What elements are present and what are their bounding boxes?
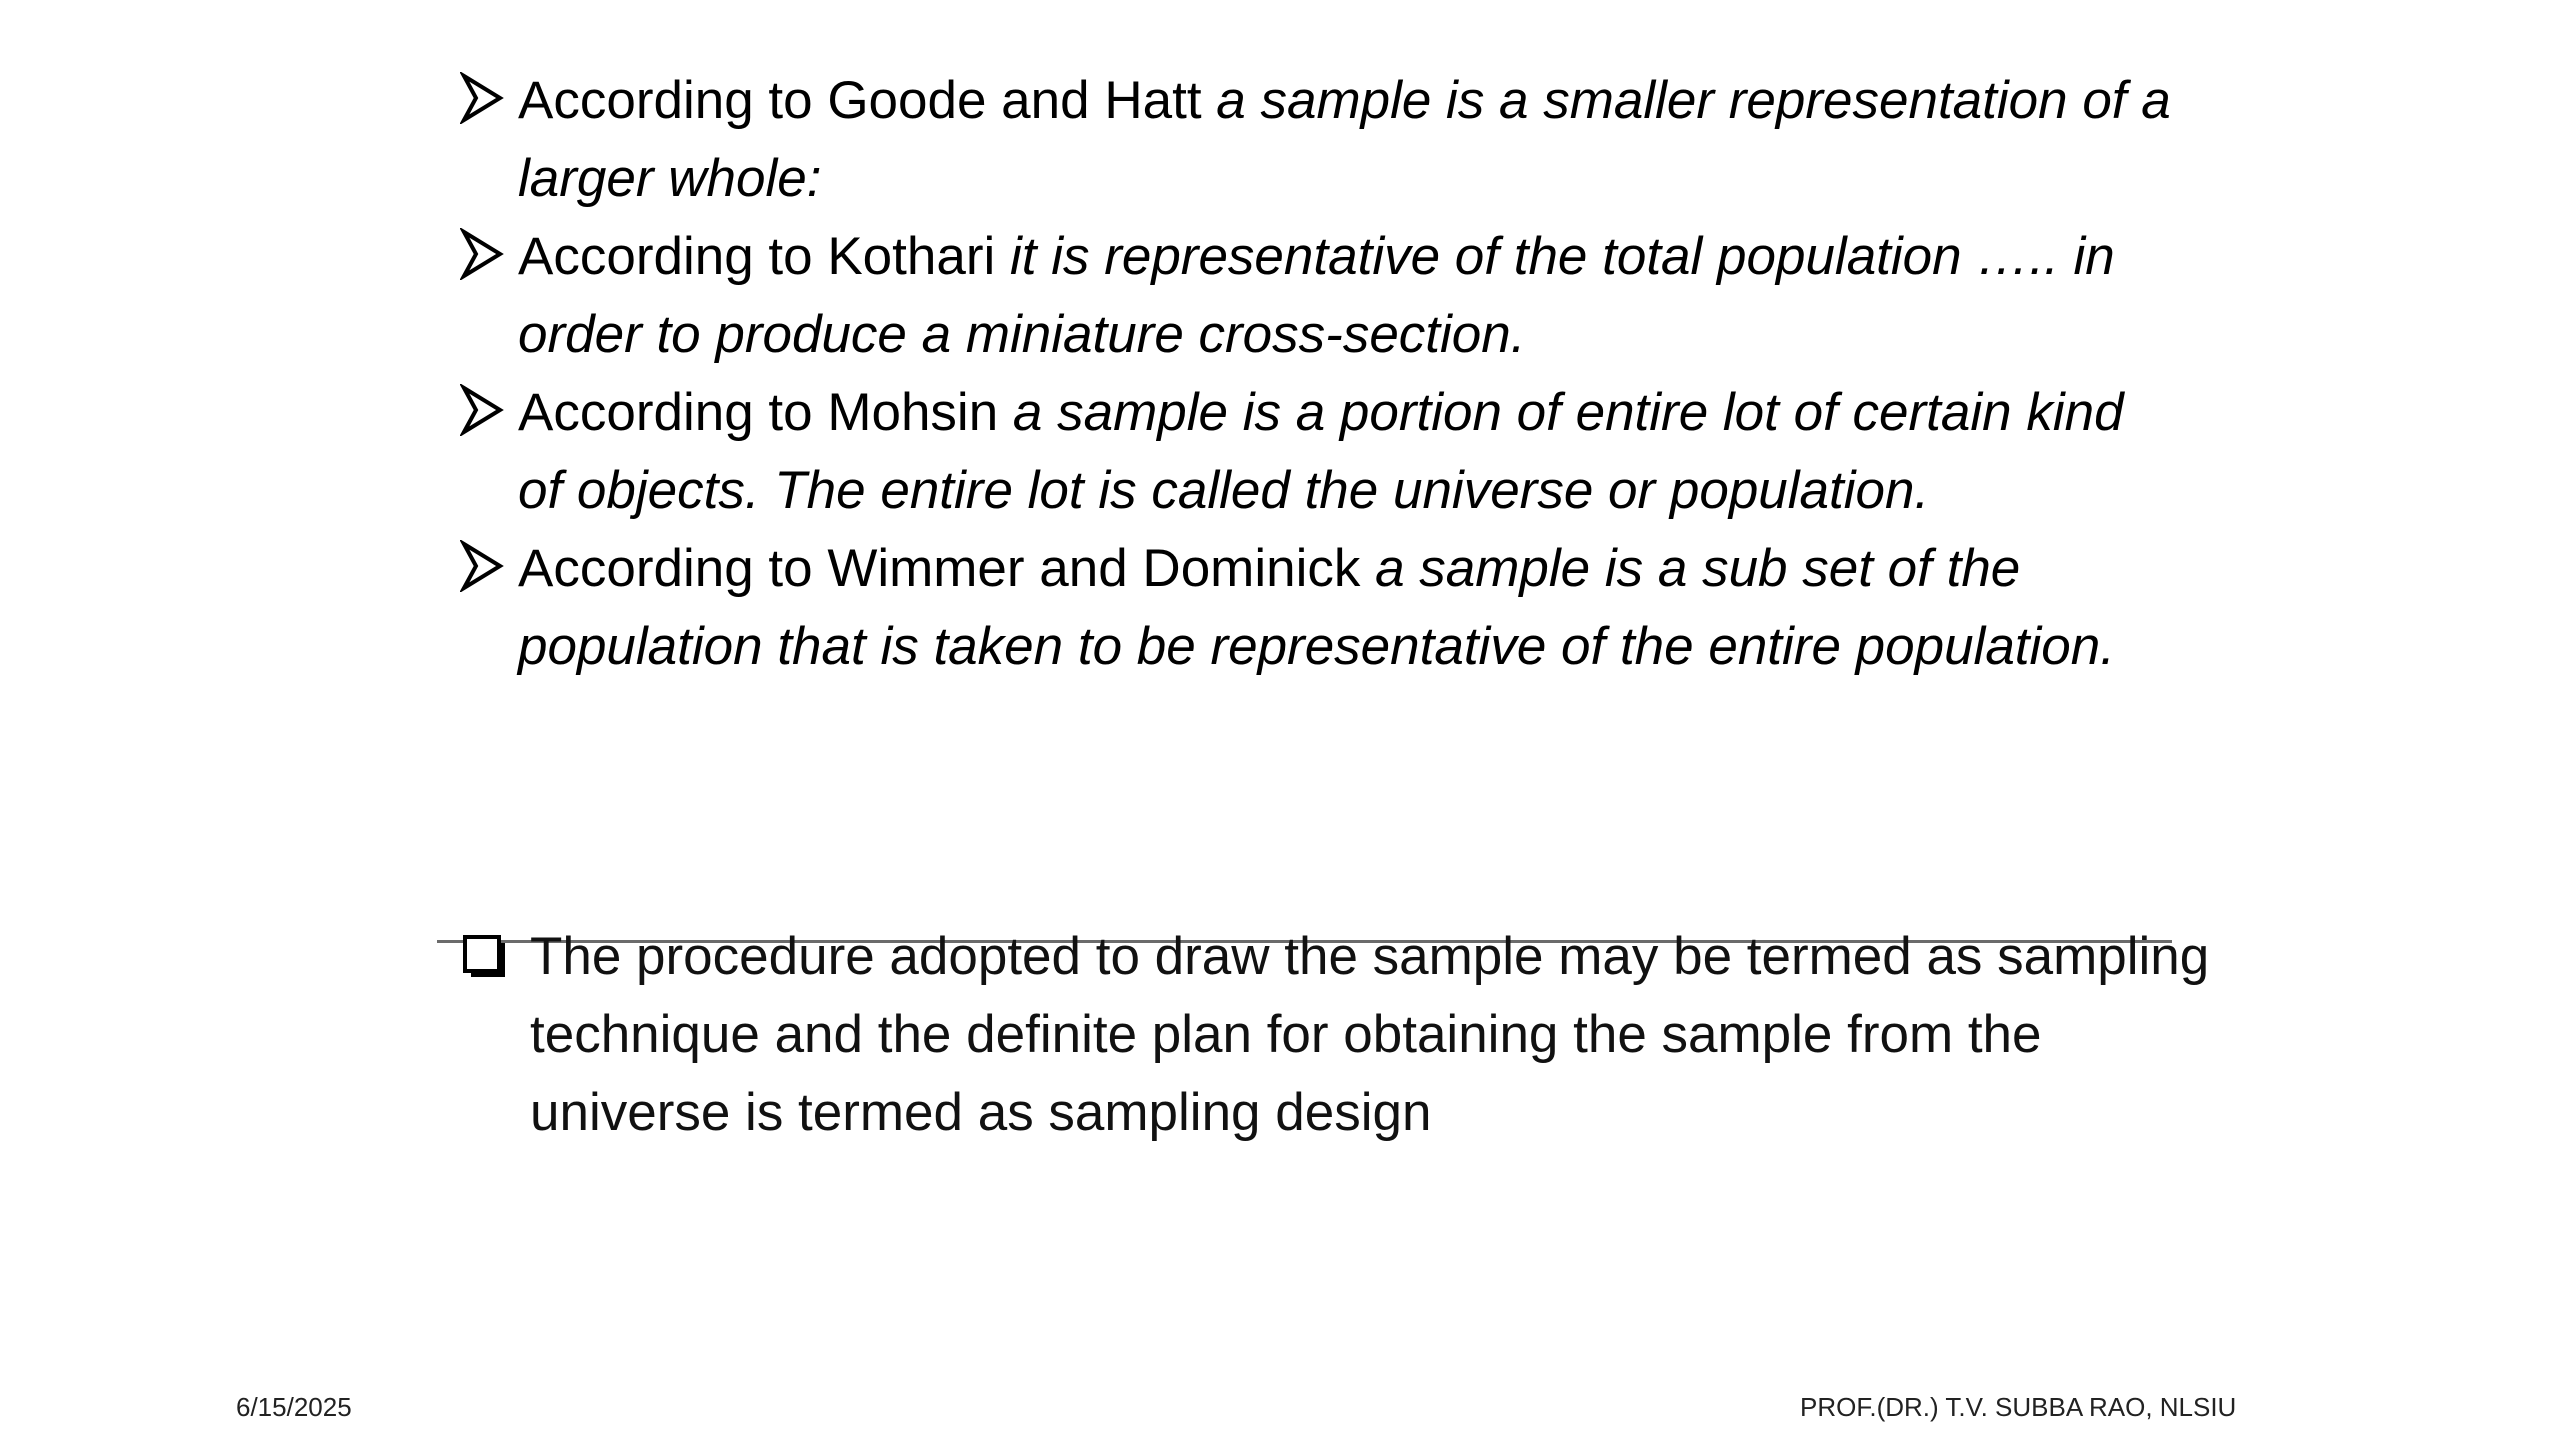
- arrowhead-bullet-icon: [460, 384, 504, 436]
- definition-lead: According to Mohsin: [518, 383, 1013, 442]
- definition-lead: According to Wimmer and Dominick: [518, 539, 1376, 598]
- definition-goode-hatt: [460, 62, 2180, 218]
- definitions-list: [460, 62, 2180, 686]
- definition-quote: a sample is a sub set of the population that is taken to be representative of the entire population.: [518, 539, 2115, 676]
- arrowhead-bullet-icon: [460, 540, 504, 592]
- definition-quote: it is representative of the total population ….. in order to produce a miniature cross-section.: [518, 227, 2115, 364]
- arrowhead-bullet-icon: [460, 228, 504, 280]
- procedure-paragraph: [460, 918, 2250, 1152]
- definition-wimmer-dominick: [460, 530, 2180, 686]
- definition-quote: a sample is a smaller representation of a larger whole:: [518, 71, 2171, 208]
- arrowhead-bullet-icon: [460, 72, 504, 124]
- definition-lead: According to Goode and Hatt: [518, 71, 1217, 130]
- footer-date: 6/15/2025: [236, 1392, 352, 1422]
- definition-lead: According to Kothari: [518, 227, 1010, 286]
- hollow-square-bullet-icon: [462, 934, 508, 980]
- definition-quote: a sample is a portion of entire lot of certain kind of objects. The entire lot is called the universe or population.: [518, 383, 2124, 520]
- footer-author: PROF.(DR.) T.V. SUBBA RAO, NLSIU: [1800, 1392, 2237, 1422]
- definition-kothari: [460, 218, 2180, 374]
- procedure-text: The procedure adopted to draw the sample may be termed as sampling technique and the definite plan for obtaining the sample from the universe is termed as sampling design: [530, 927, 2210, 1142]
- definition-mohsin: [460, 374, 2180, 530]
